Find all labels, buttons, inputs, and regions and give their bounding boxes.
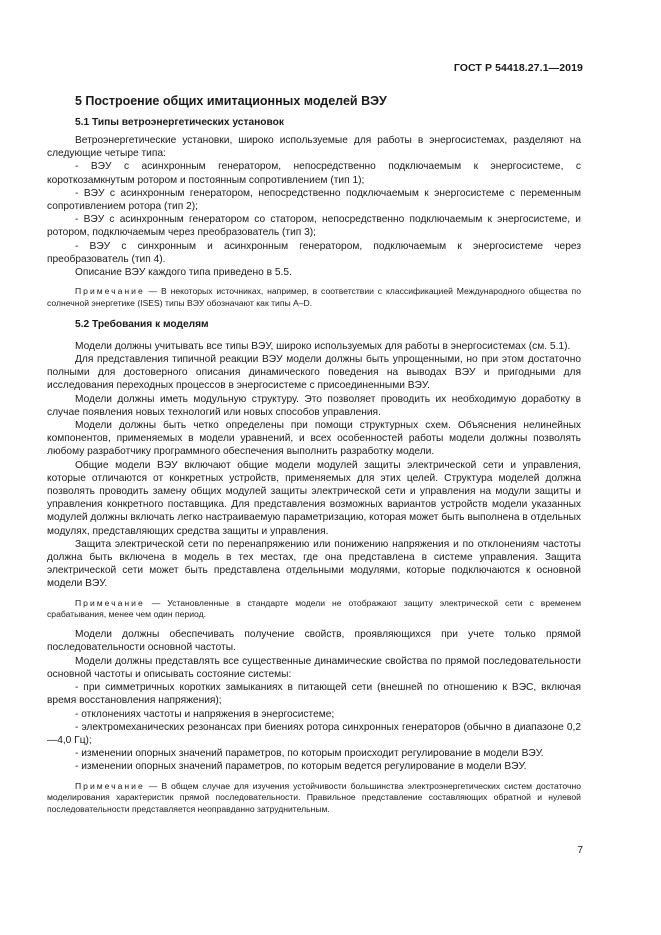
page-content	[47, 94, 581, 816]
note-text: — Установленные в стандарте модели не отображают защиту электрической сети с временем срабатывания, менее чем один период.	[47, 597, 581, 620]
paragraph: Защита электрической сети по перенапряжению или понижению напряжения и по отклонениям частоты должна быть включена в модель в тех местах, где она представлена в системе управления. Защита электрической сети может быть представлена отдельными модулями, которые подключаются к основной модели ВЭУ.	[47, 538, 581, 590]
note-text: — В общем случае для изучения устойчивости большинства электроэнергетических систем достаточно моделирования характеристик прямой последовательности. Правильное представление составляющих обратной и нулевой последовательности представляется неоправданно затруднительным.	[47, 780, 581, 815]
paragraph: Ветроэнергетические установки, широко используемые для работы в энергосистемах, разделяют на следующие четыре типа:	[47, 135, 581, 160]
paragraph: Модели должны обеспечивать получение свойств, проявляющихся при учете только прямой последовательности основной частоты.	[47, 629, 581, 654]
note-text: — В некоторых источниках, например, в соответствии с классификацией Международного общества по солнечной энергетике (ISES) типы ВЭУ обозначают как типы A–D.	[47, 286, 581, 309]
subsection-title-5-2: 5.2 Требования к моделям	[75, 318, 209, 330]
page-number: 7	[577, 845, 583, 856]
list-item: - ВЭУ с асинхронным генератором со статором, непосредственно подключаемым к энергосистеме, и ротором, подключаемым через преобразователь (тип 3);	[47, 214, 581, 239]
paragraph: Модели должны иметь модульную структуру. Это позволяет проводить их необходимую доработку в случае появления новых технологий или новых способов управления.	[47, 393, 581, 418]
paragraph: Модели должны представлять все существенные динамические свойства по прямой последовательности основной частоты и описывать состояние системы:	[47, 655, 581, 680]
note	[47, 286, 581, 310]
note-label: Примечание	[75, 286, 145, 297]
list-item: - отклонениях частоты и напряжения в энергосистеме;	[75, 708, 335, 720]
list-item: - ВЭУ с асинхронным генератором, непосредственно подключаемым к энергосистеме, с короткозамкнутым ротором и постоянным сопротивлением (тип 1);	[47, 161, 581, 186]
document-code: ГОСТ Р 54418.27.1—2019	[453, 62, 583, 74]
list-item: - электромеханических резонансах при биениях ротора синхронных генераторов (обычно в диапазоне 0,2—4,0 Гц);	[47, 721, 581, 746]
paragraph: Модели должны быть четко определены при помощи структурных схем. Объяснения нелинейных компонентов, применяемых в модели уравнений, и всех особенностей работы модели должны позволять любому разработчику программного обеспечения выполнить разработку модели.	[47, 420, 581, 458]
list-item: - изменении опорных значений параметров, по которым происходит регулирование в модели ВЭУ.	[75, 748, 544, 760]
subsection-title-5-1: 5.1 Типы ветроэнергетических установок	[75, 117, 284, 128]
list-item: - при симметричных коротких замыканиях в питающей сети (внешней по отношению к ВЭС, включая время восстановления напряжения);	[47, 682, 581, 707]
paragraph: Общие модели ВЭУ включают общие модели модулей защиты электрической сети и управления, которые отличаются от конкретных устройств, применяемых для этих целей. Структура моделей должна позволять проводить замену общих модулей защиты электрической сети и управления на модули защиты и управления конкретного поставщика. Для представления возможных вариантов устройств модели указанных модулей должны включать легко настраиваемую параметризацию, которая может быть выполнена в отдельных модулях, представляющих средства защиты и управления.	[47, 459, 581, 537]
list-item: - изменении опорных значений параметров, по которым ведется регулирование в модели ВЭУ.	[75, 761, 527, 773]
list-item: - ВЭУ с асинхронным генератором, непосредственно подключаемым к энергосистеме с переменным сопротивлением ротора (тип 2);	[47, 187, 581, 213]
section-title: 5 Построение общих имитационных моделей ВЭУ	[75, 94, 387, 108]
note-label: Примечание	[75, 780, 145, 791]
note-label: Примечание	[75, 597, 145, 608]
note	[47, 598, 581, 622]
note	[47, 781, 581, 816]
list-item: - ВЭУ с синхронным и асинхронным генератором, подключаемым к энергосистеме через преобразователь (тип 4).	[47, 240, 581, 265]
paragraph: Описание ВЭУ каждого типа приведено в 5.5.	[75, 267, 292, 279]
paragraph: Для представления типичной реакции ВЭУ модели должны быть упрощенными, но при этом достаточно полными для достоверного описания динамического поведения на выводах ВЭУ и пригодными для исследования переходных процессов в энергосистеме с присоединенными ВЭУ.	[47, 354, 581, 392]
paragraph: Модели должны учитывать все типы ВЭУ, широко используемых для работы в энергосистемах (см. 5.1).	[75, 340, 571, 352]
